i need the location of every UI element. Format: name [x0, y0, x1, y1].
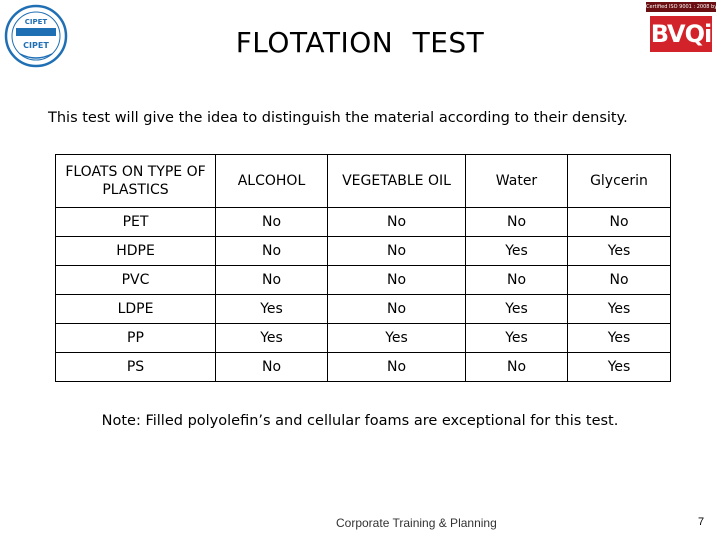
table-cell: Yes — [328, 324, 466, 353]
table-cell: No — [216, 208, 328, 237]
table-cell: No — [328, 295, 466, 324]
table-cell: PS — [56, 353, 216, 382]
cipet-logo-top-text: CIPET — [24, 18, 48, 26]
table-cell: Yes — [568, 237, 671, 266]
table-cell: No — [328, 208, 466, 237]
certification-strip: Certified ISO 9001 : 2008 by — [646, 4, 718, 10]
table-cell: PVC — [56, 266, 216, 295]
table-row — [56, 295, 671, 324]
table-cell: No — [216, 266, 328, 295]
table-cell: Yes — [466, 324, 568, 353]
table-cell: PP — [56, 324, 216, 353]
table-row — [56, 353, 671, 382]
intro-text: This test will give the idea to distinguish the material according to their density. — [48, 110, 628, 126]
table-cell: No — [328, 266, 466, 295]
table-header-row — [56, 155, 671, 208]
header-water: Water — [466, 155, 568, 208]
table-cell: Yes — [466, 295, 568, 324]
table-row — [56, 208, 671, 237]
table-cell: No — [568, 266, 671, 295]
table-cell: No — [328, 353, 466, 382]
table-cell: No — [466, 353, 568, 382]
table-cell: Yes — [216, 324, 328, 353]
table-cell: No — [466, 266, 568, 295]
flotation-table — [55, 154, 671, 382]
page-number: 7 — [698, 516, 705, 528]
table-cell: No — [216, 237, 328, 266]
header-alcohol: ALCOHOL — [216, 155, 328, 208]
table-cell: No — [328, 237, 466, 266]
table-cell: No — [568, 208, 671, 237]
table-row — [56, 237, 671, 266]
table-row — [56, 266, 671, 295]
header-glycerin: Glycerin — [568, 155, 671, 208]
table-cell: LDPE — [56, 295, 216, 324]
table-cell: Yes — [466, 237, 568, 266]
table-cell: PET — [56, 208, 216, 237]
table-cell: No — [216, 353, 328, 382]
table-cell: HDPE — [56, 237, 216, 266]
page-title: FLOTATION TEST — [235, 26, 485, 59]
note-text: Note: Filled polyolefin’s and cellular foams are exceptional for this test. — [101, 413, 619, 429]
table-cell: Yes — [568, 295, 671, 324]
footer-text: Corporate Training & Planning — [336, 516, 497, 530]
cipet-logo-bottom-text: CIPET — [23, 41, 49, 50]
header-plastic-type: FLOATS ON TYPE OF PLASTICS — [56, 155, 216, 208]
table-cell: No — [466, 208, 568, 237]
table-cell: Yes — [216, 295, 328, 324]
table-cell: Yes — [568, 324, 671, 353]
header-vegetable-oil: VEGETABLE OIL — [328, 155, 466, 208]
table-cell: Yes — [568, 353, 671, 382]
table-row — [56, 324, 671, 353]
bvqi-brand: BVQi — [650, 16, 712, 52]
